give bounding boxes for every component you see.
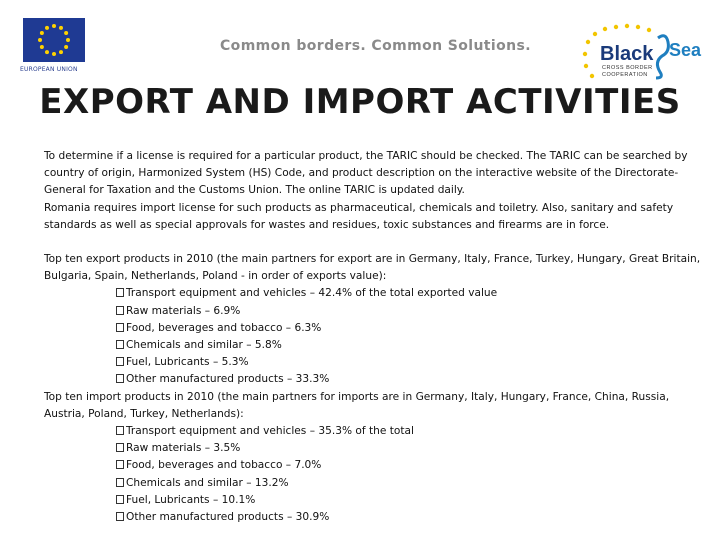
eu-star-icon [45,50,49,54]
eu-star-icon [59,26,63,30]
bullet-box-icon [116,512,124,521]
list-item: Raw materials – 6.9% [44,303,704,320]
list-item: Transport equipment and vehicles – 35.3% of the total [44,423,704,440]
list-item: Food, beverages and tobacco – 7.0% [44,457,704,474]
logo-word-sea: Sea [669,40,702,60]
list-item: Food, beverages and tobacco – 6.3% [44,320,704,337]
tagline: Common borders. Common Solutions. [220,38,531,54]
eu-star-icon [59,50,63,54]
eu-caption: EUROPEAN UNION [20,66,78,73]
exports-heading: Top ten export products in 2010 (the main partners for export are in Germany, Italy, France, Turkey, Hungary, Great Britain, Bulgaria, Spain, Netherlands, Poland - in order of exports value): [44,253,701,283]
list-item: Other manufactured products – 33.3% [44,371,704,388]
list-item: Chemicals and similar – 5.8% [44,337,704,354]
eu-star-icon [66,38,70,42]
list-item: Raw materials – 3.5% [44,440,704,457]
eu-star-icon [64,45,68,49]
eu-flag-logo [23,18,85,70]
eu-star-icon [40,45,44,49]
list-item: Other manufactured products – 30.9% [44,509,704,526]
list-item: Transport equipment and vehicles – 42.4% of the total exported value [44,285,704,302]
bullet-box-icon [116,426,124,435]
romania-paragraph: Romania requires import license for such products as pharmaceutical, chemicals and toiletry. Also, sanitary and safety standards as well as special approvals for wastes and residues, toxic substances and firearms are in force. [44,201,674,231]
eu-star-icon [52,52,56,56]
exports-list [44,285,704,388]
content-body [44,148,704,526]
logo-word-black: Black [600,43,654,65]
logo-sub-cross-border: CROSS BORDER [602,65,653,71]
list-item: Fuel, Lubricants – 10.1% [44,492,704,509]
intro-paragraph: To determine if a license is required for a particular product, the TARIC should be checked. The TARIC can be searched by country of origin, Harmonized System (HS) Code, and product description on the interactive website of the Directorate-General for Taxation and the Customs Union. The online TARIC is updated daily. [44,150,688,197]
eu-star-icon [52,24,56,28]
eu-star-icon [40,31,44,35]
imports-list [44,423,704,526]
bullet-box-icon [116,357,124,366]
page-title: EXPORT AND IMPORT ACTIVITIES [39,82,681,122]
bullet-box-icon [116,288,124,297]
eu-star-icon [64,31,68,35]
bullet-box-icon [116,495,124,504]
eu-star-icon [38,38,42,42]
logo-sub-cooperation: COOPERATION [602,72,648,78]
black-sea-logo [580,22,710,86]
bullet-box-icon [116,323,124,332]
bullet-box-icon [116,340,124,349]
bullet-box-icon [116,460,124,469]
bullet-box-icon [116,306,124,315]
header [0,0,720,86]
bullet-box-icon [116,478,124,487]
imports-heading: Top ten import products in 2010 (the main partners for imports are in Germany, Italy, Hungary, France, China, Russia, Austria, Poland, Turkey, Netherlands): [44,390,670,420]
list-item: Chemicals and similar – 13.2% [44,475,704,492]
bullet-box-icon [116,374,124,383]
list-item: Fuel, Lubricants – 5.3% [44,354,704,371]
eu-star-icon [45,26,49,30]
bullet-box-icon [116,443,124,452]
